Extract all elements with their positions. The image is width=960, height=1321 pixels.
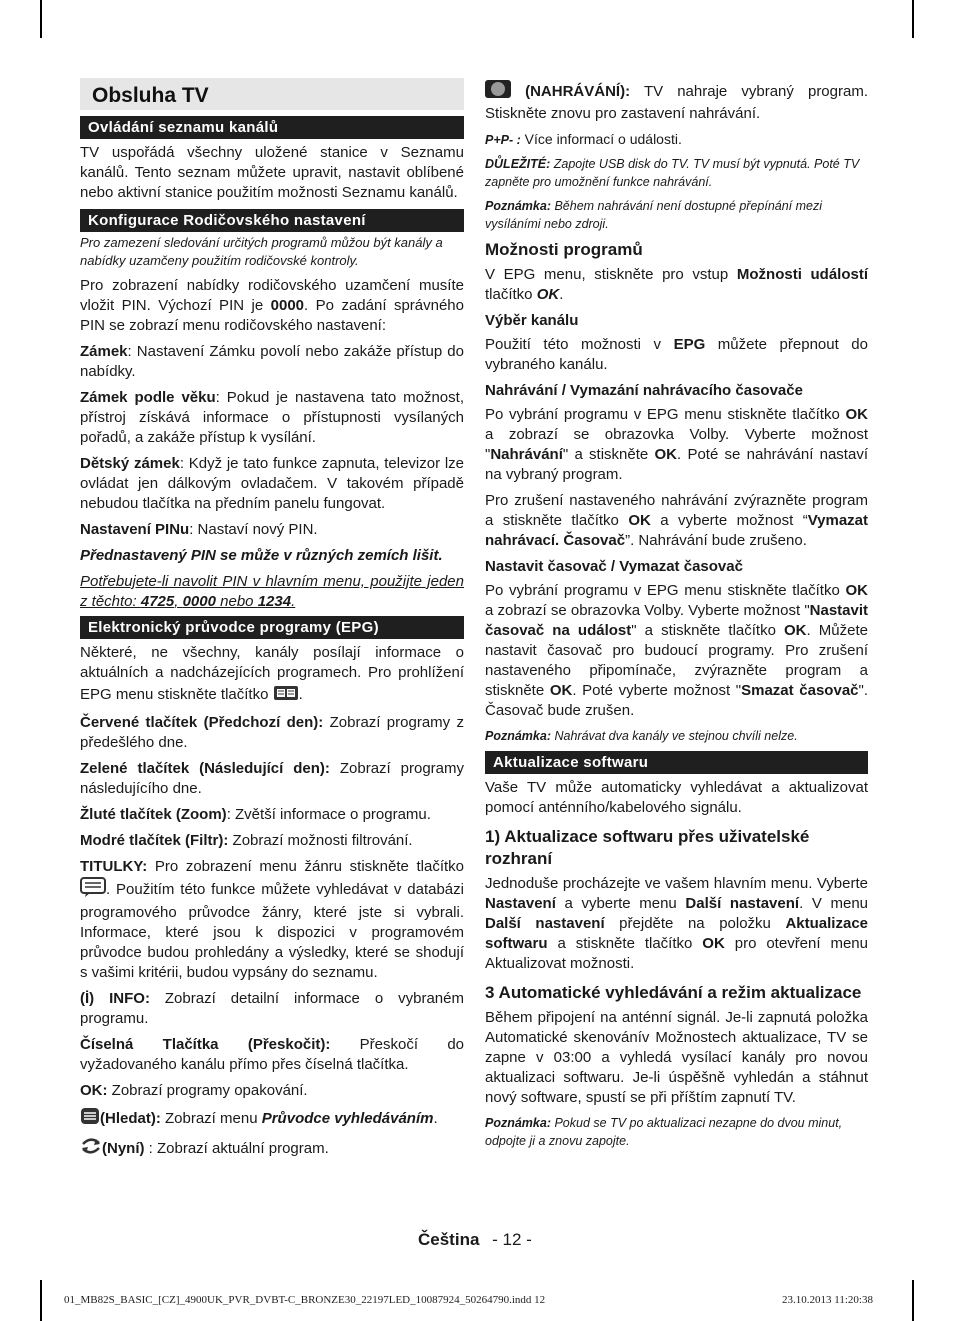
record-timer-title: Nahrávání / Vymazání nahrávacího časovače bbox=[485, 382, 803, 399]
select-channel-title: Výběr kanálu bbox=[485, 312, 579, 329]
pin-text: Pro zobrazení nabídky rodičovského uzamčení musíte vložit PIN. Výchozí PIN je 0000. Po zadání správného PIN se zobrazí menu rodičovského nastavení: bbox=[80, 277, 464, 334]
select-channel-text: Použití této možnosti v EPG můžete přepnout do vybraného kanálu. bbox=[485, 336, 868, 373]
lock-text: Zámek: Nastavení Zámku povolí nebo zakáže přístup do nabídky. bbox=[80, 343, 464, 380]
numeric-buttons-text: Číselná Tlačítka (Přeskočit): Přeskočí do vyžadovaného kanálu přímo přes číselná tlačítka. bbox=[80, 1036, 465, 1073]
record-button-icon bbox=[485, 80, 511, 104]
section-header-parental: Konfigurace Rodičovského nastavení bbox=[80, 209, 464, 232]
pp-text: P+P- : Více informací o události. bbox=[485, 131, 682, 147]
subtitles-text: TITULKY: Pro zobrazení menu žánru stiskněte tlačítko . Použitím této funkce můžete vyhledávat v databázi programového průvodce žánry, které jste si vybrali. Informace, které jsou k dispozici v programovém průvodce budou prohledány a výsledky, které se shodují s vašimi kritérii, budou vypsány do seznamu. bbox=[80, 858, 464, 981]
epg-intro-text: Některé, ne všechny, kanály posílají informace o aktuálních a nadcházejících programech. Pro prohlížení EPG menu stiskněte tlačítko . bbox=[80, 643, 464, 707]
red-button-text: Červené tlačítek (Předchozí den): Zobrazí programy z předešlého dne. bbox=[80, 714, 464, 751]
epg-guide-icon bbox=[273, 683, 299, 707]
age-lock-text: Zámek podle věku: Pokud je nastavena tato možnost, přístroj získává informace o přístupnosti vysílaných pořadů, a zakáže přístup k vysílání. bbox=[80, 389, 464, 446]
program-options-text: V EPG menu, stiskněte pro vstup Možnosti událostí tlačítko OK. bbox=[485, 266, 868, 303]
section-header-channel-list: Ovládání seznamu kanálů bbox=[80, 116, 464, 139]
auto-scan-text: Během připojení na anténní signál. Je-li zapnutá položka Automatické skenovánív Možnostech aktualizace, TV se zapne v 03:00 a vyhledá vysílací kanály pro novou aktualizaci softwaru. Je-li úspěšně vyhledán a stáhnut nový software, spustí se při příštím zapnutí TV. bbox=[485, 1009, 868, 1106]
crop-mark-bottom-left bbox=[40, 1280, 42, 1321]
software-ui-text: Jednoduše procházejte ve vašem hlavním menu. Vyberte Nastavení a vyberte menu Další nastavení. V menu Další nastavení přejděte na položku Aktualizace softwaru a stiskněte tlačítko OK pro otevření menu Aktualizovat možnosti. bbox=[485, 875, 869, 972]
auto-scan-title: 3 Automatické vyhledávání a režim aktualizace bbox=[485, 983, 862, 1002]
timer-text: Po vybrání programu v EPG menu stiskněte tlačítko OK a zobrazí se obrazovka Volby. Vyberte možnost "Nastavit časovač na událost" a stiskněte tlačítko OK. Můžete nastavit časovač pro budoucí programy. Pro zrušení nastaveného připomínače, zvýrazněte program a stiskněte OK. Poté vyberte možnost "Smazat časovač". Časovač bude zrušen. bbox=[485, 582, 869, 719]
subtitles-icon bbox=[80, 877, 106, 903]
important-text: DŮLEŽITÉ: Zapojte USB disk do TV. TV musí být vypnutá. Poté TV zapněte pro umožnění funkce nahrávání. bbox=[485, 157, 860, 189]
master-pin-note: Potřebujete-li navolit PIN v hlavním menu, použijte jeden z těchto: 4725, 0000 nebo 1234. bbox=[80, 573, 464, 610]
swap-arrows-icon bbox=[80, 1137, 102, 1161]
page-title: Obsluha TV bbox=[80, 78, 464, 110]
timer-title: Nastavit časovač / Vymazat časovač bbox=[485, 558, 743, 575]
footer-date: 23.10.2013 11:20:38 bbox=[782, 1294, 873, 1306]
set-pin-text: Nastavení PINu: Nastaví nový PIN. bbox=[80, 521, 318, 538]
record-text: (NAHRÁVÁNÍ): TV nahraje vybraný program. Stiskněte znovu pro zastavení nahrávání. bbox=[485, 80, 868, 124]
crop-mark-top-right bbox=[912, 0, 914, 38]
update-note: Poznámka: Pokud se TV po aktualizaci nezapne do dvou minut, odpojte ji a znovu zapojte. bbox=[485, 1116, 843, 1148]
footer-page-number: - 12 - bbox=[492, 1230, 532, 1249]
page-footer bbox=[418, 1230, 532, 1250]
channel-list-text: TV uspořádá všechny uložené stanice v Seznamu kanálů. Tento seznam můžete upravit, nastavit oblíbené nebo aktivní stanice použitím možnosti Seznamu kanálů. bbox=[80, 144, 464, 201]
record-timer-text-1: Po vybrání programu v EPG menu stiskněte tlačítko OK a zobrazí se obrazovka Volby. Vyberte možnost "Nahrávání" a stiskněte OK. Poté se nahrávání nastaví na vybraný program. bbox=[485, 406, 868, 483]
footer-file-name: 01_MB82S_BASIC_[CZ]_4900UK_PVR_DVBT-C_BRONZE30_22197LED_10087924_50264790.indd 12 bbox=[64, 1294, 546, 1306]
two-channels-note: Poznámka: Nahrávat dva kanály ve stejnou chvíli nelze. bbox=[485, 729, 798, 743]
software-text: Vaše TV může automaticky vyhledávat a aktualizovat pomocí anténního/kabelového signálu. bbox=[485, 779, 868, 816]
software-ui-title: 1) Aktualizace softwaru přes uživatelské rozhraní bbox=[485, 827, 810, 868]
parental-note: Pro zamezení sledování určitých programů můžou být kanály a nabídky uzamčeny použitím rodičovské kontroly. bbox=[80, 235, 443, 268]
ok-text: OK: Zobrazí programy opakování. bbox=[80, 1082, 308, 1099]
recording-note: Poznámka: Během nahrávání není dostupné přepínání mezi vysíláními nebo zdroji. bbox=[485, 199, 823, 231]
crop-mark-top-left bbox=[40, 0, 42, 38]
info-text: (İ) INFO: Zobrazí detailní informace o vybraném programu. bbox=[80, 990, 464, 1027]
record-timer-text-2: Pro zrušení nastaveného nahrávání zvýrazněte program a stiskněte tlačítko OK a vyberte možnost “Vymazat nahrávací. Časovač”. Nahrávání bude zrušeno. bbox=[485, 492, 869, 549]
search-icon bbox=[80, 1107, 100, 1131]
footer-language: Čeština bbox=[418, 1230, 480, 1249]
yellow-button-text: Žluté tlačítek (Zoom): Zvětší informace o programu. bbox=[80, 806, 431, 823]
left-column bbox=[80, 78, 464, 1167]
crop-mark-bottom-right bbox=[912, 1280, 914, 1321]
search-text: (Hledat): Zobrazí menu Průvodce vyhledáváním. bbox=[80, 1107, 464, 1131]
section-header-epg: Elektronický průvodce programy (EPG) bbox=[80, 616, 464, 639]
child-lock-text: Dětský zámek: Když je tato funkce zapnuta, televizor lze ovládat jen dálkovým ovladačem. V takovém případě nebudou tlačítka na předním panelu fungovat. bbox=[80, 455, 464, 512]
section-header-software: Aktualizace softwaru bbox=[485, 751, 868, 774]
preset-pin-note: Přednastavený PIN se může v různých zemích lišit. bbox=[80, 547, 443, 564]
blue-button-text: Modré tlačítek (Filtr): Zobrazí možnosti filtrování. bbox=[80, 832, 413, 849]
program-options-title: Možnosti programů bbox=[485, 240, 643, 259]
green-button-text: Zelené tlačítek (Následující den): Zobrazí programy následujícího dne. bbox=[80, 760, 464, 797]
now-text: (Nyní) : Zobrazí aktuální program. bbox=[80, 1137, 464, 1161]
right-column bbox=[485, 80, 868, 1156]
